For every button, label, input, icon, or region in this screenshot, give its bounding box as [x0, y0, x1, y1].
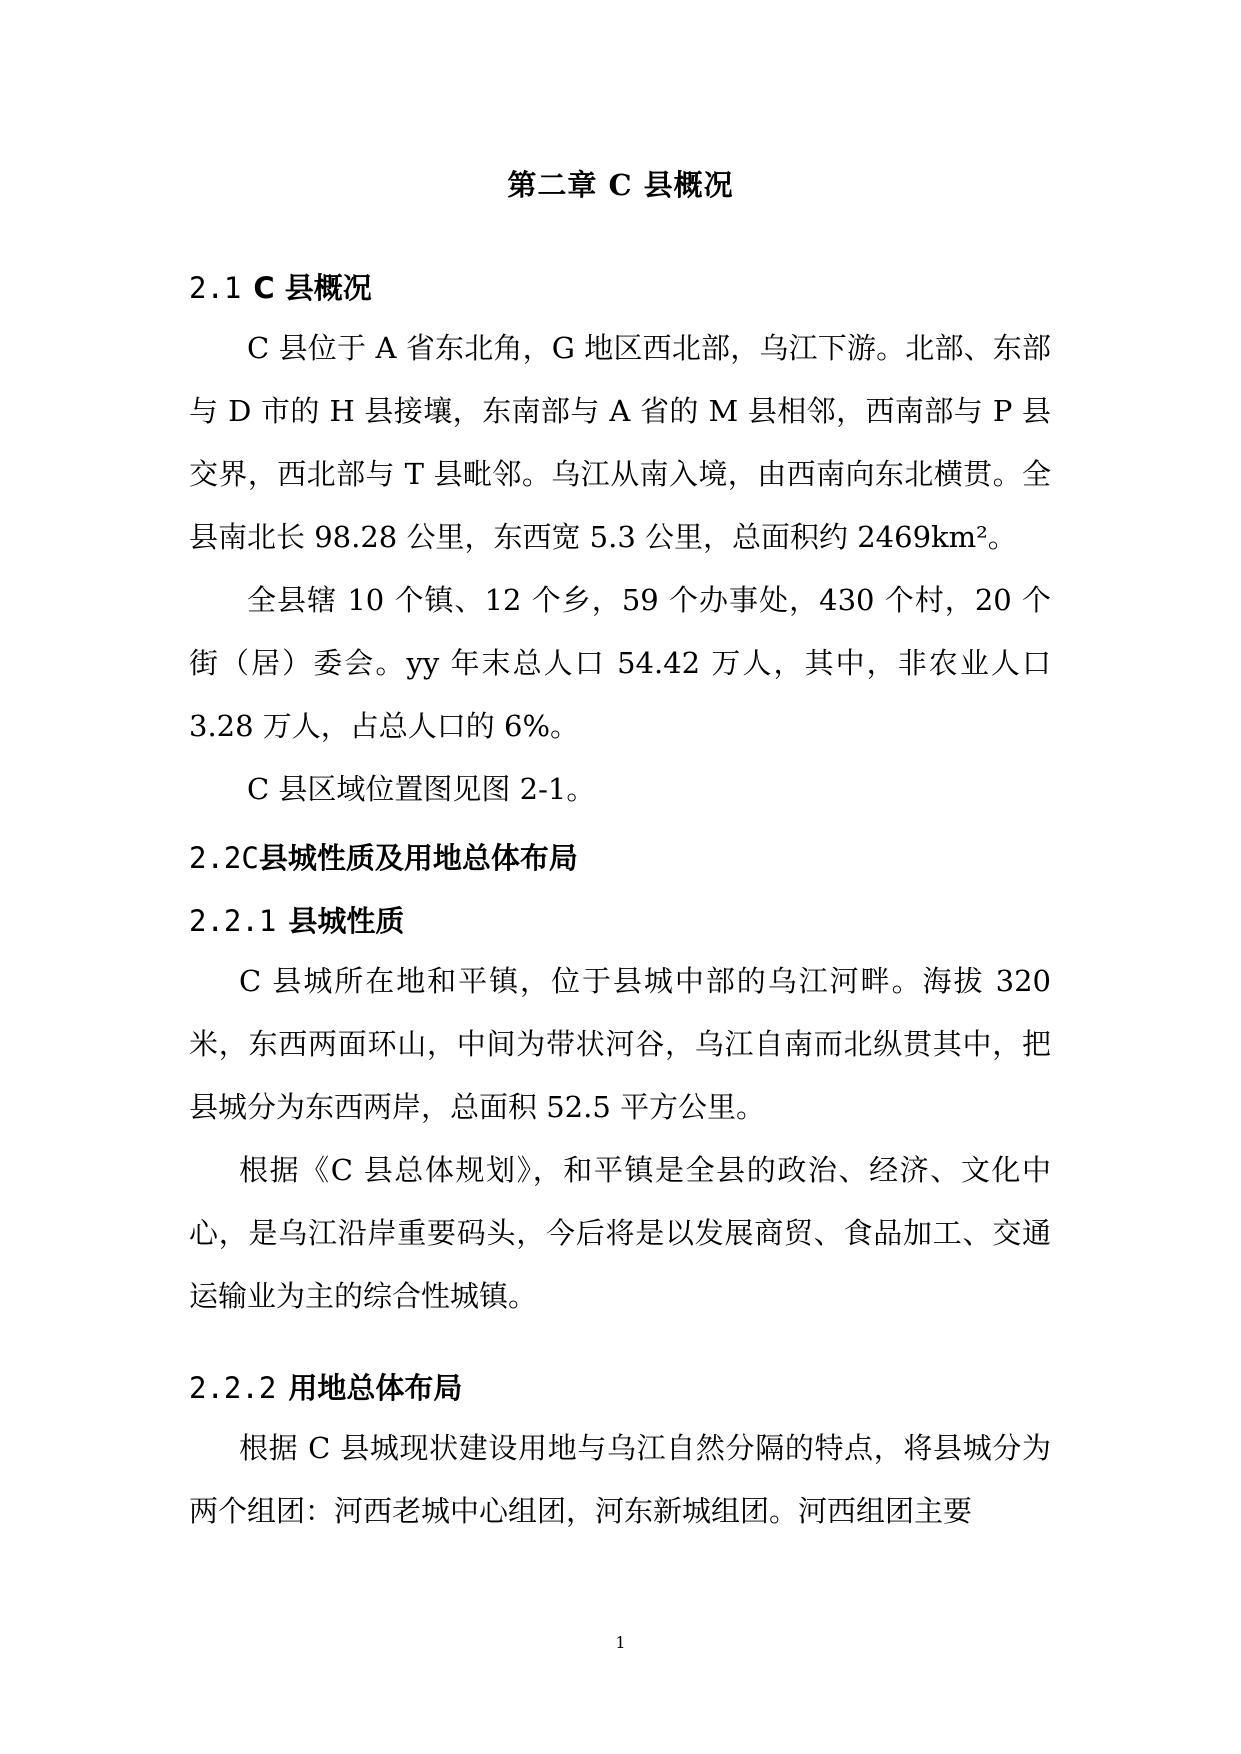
section-number: 2.2.2 — [189, 1371, 277, 1405]
section-heading-2-2-2 — [189, 1366, 462, 1407]
chapter-title: 第二章 C 县概况 — [507, 168, 734, 202]
paragraph-land-layout: 根据 C 县城现状建设用地与乌江自然分隔的特点，将县城分为两个组团：河西老城中心组团，河东新城组团。河西组团主要 — [189, 1431, 1051, 1528]
paragraph-population: 全县辖 10 个镇、12 个乡，59 个办事处，430 个村，20 个街（居）委会。yy 年末总人口 54.42 万人，其中，非农业人口 3.28 万人，占总人口的 6%。 — [189, 583, 1051, 743]
section-heading-2-2-1 — [189, 899, 404, 940]
section-title: 县城性质 — [288, 904, 405, 938]
paragraph-figure-reference: C 县区域位置图见图 2-1。 — [247, 772, 596, 806]
paragraph-county-seat: C 县城所在地和平镇，位于县城中部的乌江河畔。海拔 320 米，东西两面环山，中间为带状河谷，乌江自南而北纵贯其中，把县城分为东西两岸，总面积 52.5 平方公里。 — [189, 964, 1051, 1124]
section-title: C 县概况 — [253, 271, 372, 305]
section-heading-2-2 — [189, 836, 578, 877]
page-number: 1 — [615, 1633, 626, 1652]
section-number: 2.2C — [189, 841, 259, 875]
section-number: 2.1 — [189, 271, 242, 305]
paragraph-town-nature: 根据《C 县总体规划》，和平镇是全县的政治、经济、文化中心，是乌江沿岸重要码头，今后将是以发展商贸、食品加工、交通运输业为主的综合性城镇。 — [189, 1153, 1051, 1313]
section-title: 县城性质及用地总体布局 — [258, 841, 578, 875]
section-number: 2.2.1 — [189, 904, 277, 938]
section-title: 用地总体布局 — [288, 1371, 463, 1405]
section-heading-2-1 — [189, 266, 372, 307]
paragraph-location: C 县位于 A 省东北角，G 地区西北部，乌江下游。北部、东部与 D 市的 H 县接壤，东南部与 A 省的 M 县相邻，西南部与 P 县交界，西北部与 T 县毗邻。乌江从南入境，由西南向东北横贯。全县南北长 98.28 公里，东西宽 5.3 公里，总面积约 2469km²。 — [189, 331, 1051, 554]
